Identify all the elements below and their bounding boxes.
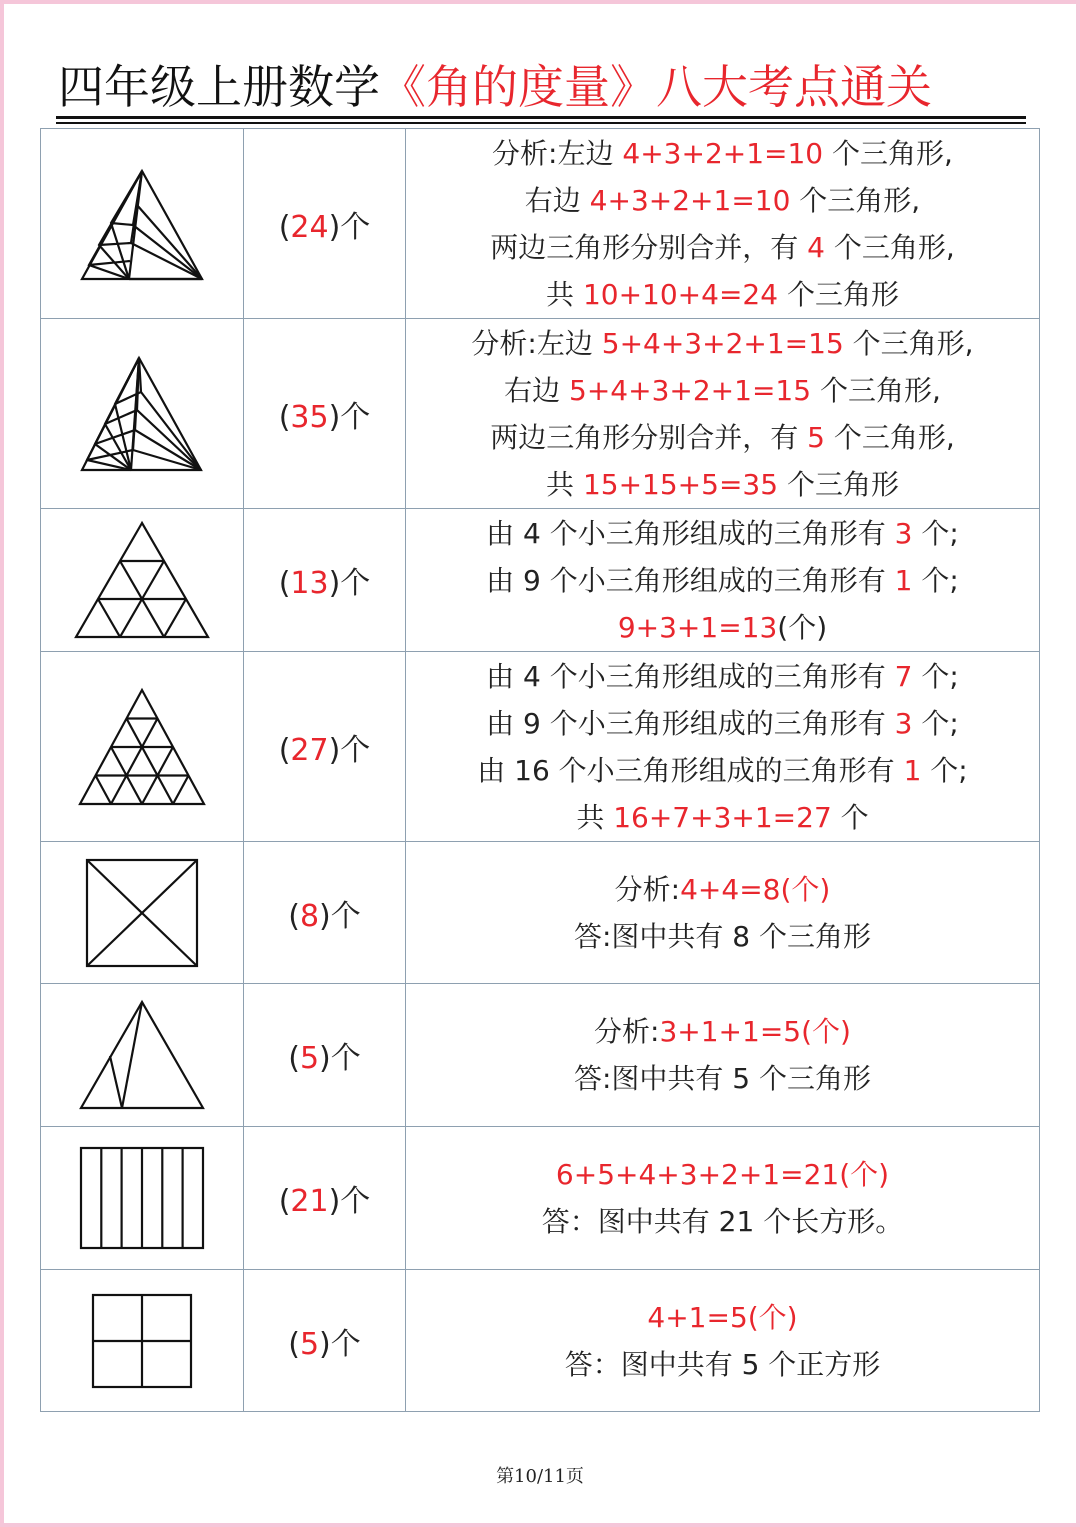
explanation-number: 1 bbox=[903, 753, 922, 787]
explanation-number: 15+15+5=35 bbox=[582, 467, 779, 501]
triangle-grid-4-icon bbox=[76, 686, 208, 808]
explanation-cell bbox=[406, 1270, 1040, 1412]
explanation-text: 答:图中共有 8 个三角形 bbox=[573, 919, 872, 953]
answer-close: )个 bbox=[328, 1184, 371, 1219]
explanation-line bbox=[406, 510, 1039, 557]
figure-cell bbox=[41, 1127, 244, 1270]
explanation-cell bbox=[406, 129, 1040, 319]
explanation-text: 由 9 个小三角形组成的三角形有 bbox=[486, 706, 895, 740]
table-row bbox=[41, 652, 1040, 842]
explanation-text: 答:图中共有 5 个三角形 bbox=[573, 1062, 872, 1095]
answer-close: )个 bbox=[319, 1326, 361, 1362]
explanation-text: 个三角形, bbox=[843, 326, 974, 360]
explanation-cell bbox=[406, 509, 1040, 652]
explanation-cell bbox=[406, 842, 1040, 984]
figure-cell bbox=[41, 509, 244, 652]
explanation-cell bbox=[406, 1127, 1040, 1270]
explanation-text: 个 bbox=[831, 800, 869, 834]
explanation-number: 3 bbox=[894, 516, 913, 550]
explanation-text: 分析: bbox=[614, 872, 681, 906]
answer-value: 5 bbox=[299, 1041, 320, 1076]
explanation-line bbox=[406, 1198, 1039, 1245]
explanation-number: 1 bbox=[894, 563, 913, 597]
answer-cell bbox=[244, 1270, 406, 1412]
square-quad-icon bbox=[90, 1292, 194, 1390]
triangle-split-icon bbox=[78, 998, 206, 1112]
answer-table bbox=[40, 128, 1040, 1412]
explanation-text: 共 bbox=[546, 467, 583, 501]
explanation-number: 5 bbox=[807, 420, 825, 454]
answer-cell bbox=[244, 984, 406, 1127]
answer-open: ( bbox=[288, 1041, 300, 1076]
explanation-text: 个三角形 bbox=[778, 467, 899, 501]
explanation-number: 4+3+2+1=10 bbox=[622, 136, 824, 170]
answer-close: )个 bbox=[328, 732, 371, 768]
table-row bbox=[41, 509, 1040, 652]
table-row bbox=[41, 1270, 1040, 1412]
answer-open: ( bbox=[278, 209, 291, 245]
explanation-line bbox=[406, 913, 1039, 960]
answer-open: ( bbox=[278, 1184, 291, 1219]
explanation-number: 9+3+1=13 bbox=[617, 610, 778, 644]
explanation-text: 由 16 个小三角形组成的三角形有 bbox=[477, 753, 904, 787]
answer-close: )个 bbox=[328, 399, 371, 435]
figure-cell bbox=[41, 984, 244, 1127]
explanation-line bbox=[406, 130, 1039, 177]
answer-value: 5 bbox=[299, 1326, 320, 1362]
explanation-text: 由 4 个小三角形组成的三角形有 bbox=[486, 516, 895, 550]
answer-cell bbox=[244, 129, 406, 319]
table-row bbox=[41, 319, 1040, 509]
explanation-line bbox=[406, 604, 1039, 651]
figure-cell bbox=[41, 1270, 244, 1412]
figure-cell bbox=[41, 842, 244, 984]
explanation-text: 个; bbox=[912, 659, 959, 693]
table-row bbox=[41, 984, 1040, 1127]
explanation-number: 3+1+1=5(个) bbox=[659, 1015, 851, 1048]
explanation-text: 共 bbox=[546, 277, 583, 311]
answer-open: ( bbox=[278, 732, 291, 768]
explanation-line bbox=[406, 653, 1039, 700]
answer-value: 35 bbox=[290, 399, 329, 435]
explanation-number: 3 bbox=[894, 706, 913, 740]
explanation-text: 个三角形, bbox=[824, 230, 955, 264]
explanation-text: 由 4 个小三角形组成的三角形有 bbox=[486, 659, 895, 693]
table-row bbox=[41, 129, 1040, 319]
answer-open: ( bbox=[288, 1326, 300, 1362]
explanation-line bbox=[406, 1151, 1039, 1198]
triangle-grid-3-icon bbox=[72, 519, 212, 641]
figure-cell bbox=[41, 129, 244, 319]
answer-open: ( bbox=[278, 566, 291, 601]
explanation-number: 4+1=5(个) bbox=[647, 1300, 798, 1334]
explanation-text: 答：图中共有 5 个正方形 bbox=[564, 1347, 881, 1381]
table-row bbox=[41, 1127, 1040, 1270]
explanation-text: 右边 bbox=[524, 183, 590, 217]
explanation-text: 分析:左边 bbox=[492, 136, 623, 170]
explanation-text: 个; bbox=[912, 516, 959, 550]
explanation-number: 5+4+3+2+1=15 bbox=[601, 326, 844, 360]
explanation-text: 个; bbox=[912, 563, 959, 597]
answer-cell bbox=[244, 319, 406, 509]
explanation-text: 右边 bbox=[504, 373, 570, 407]
answer-open: ( bbox=[288, 898, 300, 934]
explanation-number: 6+5+4+3+2+1=21(个) bbox=[555, 1158, 890, 1191]
answer-value: 27 bbox=[290, 732, 329, 768]
answer-value: 13 bbox=[290, 566, 329, 601]
explanation-text: 分析:左边 bbox=[471, 326, 602, 360]
explanation-number: 4+3+2+1=10 bbox=[589, 183, 791, 217]
answer-close: )个 bbox=[319, 1041, 361, 1076]
title-prefix: 四年级上册数学 bbox=[58, 60, 380, 114]
explanation-line bbox=[406, 700, 1039, 747]
explanation-text: (个) bbox=[777, 610, 828, 644]
explanation-text: 个; bbox=[921, 753, 968, 787]
explanation-line bbox=[406, 747, 1039, 794]
explanation-line bbox=[406, 794, 1039, 841]
answer-cell bbox=[244, 509, 406, 652]
explanation-text: 分析: bbox=[594, 1015, 660, 1048]
explanation-line bbox=[406, 461, 1039, 508]
explanation-line bbox=[406, 1055, 1039, 1102]
explanation-cell bbox=[406, 319, 1040, 509]
answer-value: 8 bbox=[299, 898, 320, 934]
figure-cell bbox=[41, 652, 244, 842]
answer-close: )个 bbox=[328, 209, 371, 245]
explanation-number: 10+10+4=24 bbox=[582, 277, 779, 311]
explanation-text: 个三角形, bbox=[790, 183, 921, 217]
explanation-number: 5+4+3+2+1=15 bbox=[569, 373, 812, 407]
explanation-text: 个三角形 bbox=[778, 277, 899, 311]
explanation-line bbox=[406, 1008, 1039, 1055]
table-row bbox=[41, 842, 1040, 984]
explanation-number: 7 bbox=[894, 659, 913, 693]
answer-cell bbox=[244, 1127, 406, 1270]
rectangle-strips-icon bbox=[78, 1145, 206, 1251]
explanation-text: 两边三角形分别合并，有 bbox=[490, 230, 808, 264]
explanation-text: 个; bbox=[912, 706, 959, 740]
explanation-text: 由 9 个小三角形组成的三角形有 bbox=[486, 563, 895, 597]
explanation-number: 4+4=8(个) bbox=[680, 872, 831, 906]
page-title bbox=[58, 54, 1028, 120]
explanation-line bbox=[406, 177, 1039, 224]
square-diagonals-icon bbox=[84, 857, 200, 969]
answer-close: )个 bbox=[328, 566, 371, 601]
explanation-line bbox=[406, 866, 1039, 913]
explanation-line bbox=[406, 414, 1039, 461]
title-underline bbox=[56, 116, 1026, 119]
explanation-line bbox=[406, 271, 1039, 318]
explanation-line bbox=[406, 320, 1039, 367]
explanation-text: 答：图中共有 21 个长方形。 bbox=[541, 1205, 904, 1238]
title-highlight: 《角的度量》八大考点通关 bbox=[380, 60, 932, 114]
explanation-line bbox=[406, 557, 1039, 604]
explanation-cell bbox=[406, 984, 1040, 1127]
explanation-text: 共 bbox=[576, 800, 614, 834]
answer-value: 24 bbox=[290, 209, 329, 245]
answer-open: ( bbox=[278, 399, 291, 435]
explanation-text: 个三角形, bbox=[823, 136, 953, 170]
explanation-text: 两边三角形分别合并，有 bbox=[490, 420, 808, 454]
answer-cell bbox=[244, 652, 406, 842]
explanation-cell bbox=[406, 652, 1040, 842]
page-number: 第10/11页 bbox=[496, 1466, 584, 1487]
triangle-fan-4-icon bbox=[77, 165, 207, 283]
explanation-line bbox=[406, 224, 1039, 271]
figure-cell bbox=[41, 319, 244, 509]
explanation-line bbox=[406, 367, 1039, 414]
answer-close: )个 bbox=[319, 898, 361, 934]
explanation-line bbox=[406, 1341, 1039, 1388]
explanation-number: 4 bbox=[807, 230, 825, 264]
explanation-text: 个三角形, bbox=[824, 420, 955, 454]
answer-cell bbox=[244, 842, 406, 984]
explanation-text: 个三角形, bbox=[811, 373, 941, 407]
title-underline-double bbox=[56, 122, 1026, 124]
explanation-line bbox=[406, 1294, 1039, 1341]
triangle-fan-5-icon bbox=[77, 352, 207, 476]
answer-value: 21 bbox=[290, 1184, 329, 1219]
explanation-number: 16+7+3+1=27 bbox=[613, 800, 832, 834]
